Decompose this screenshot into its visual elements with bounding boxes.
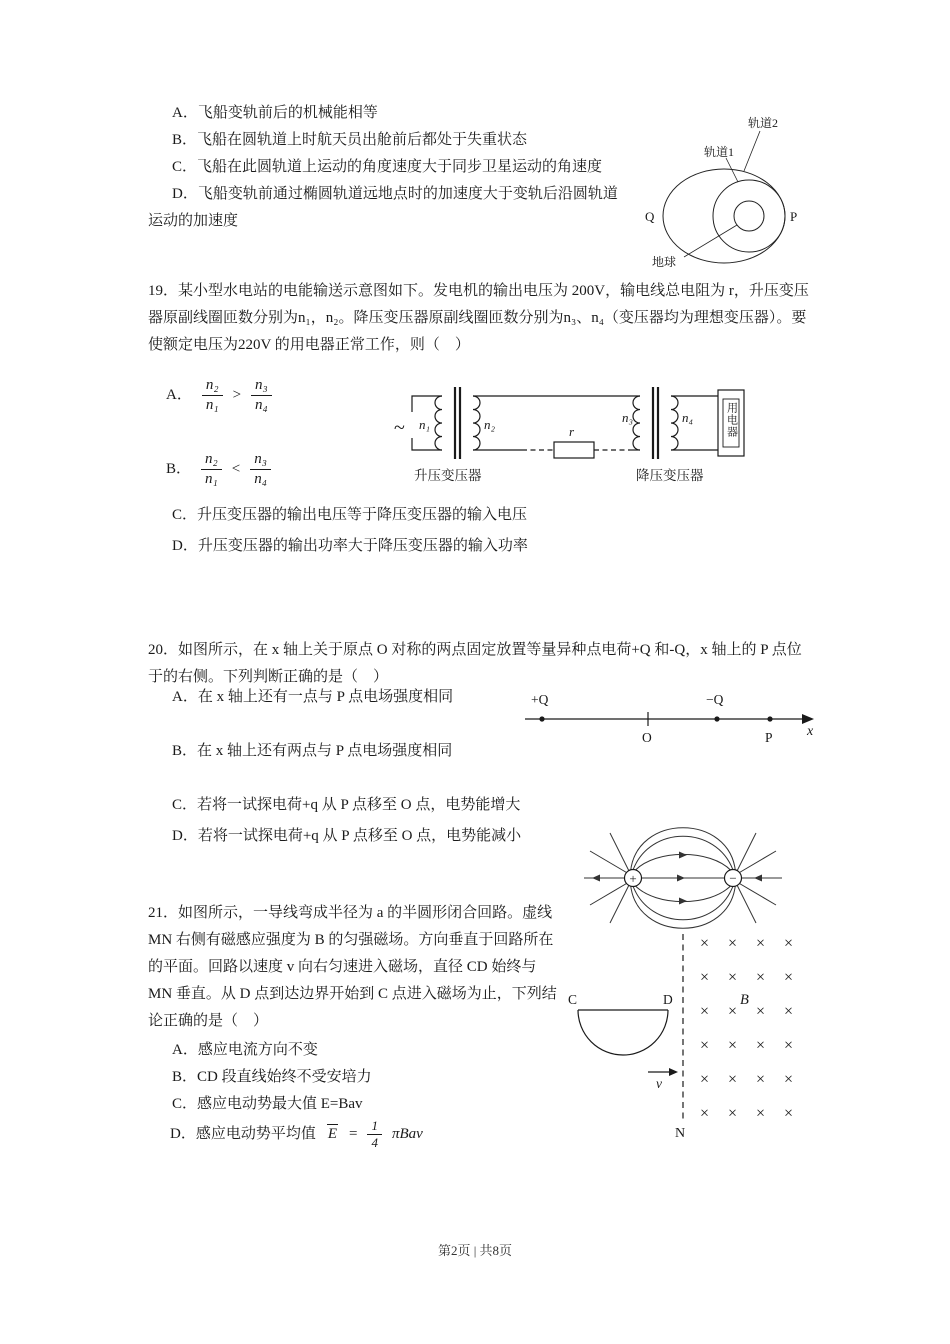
orbit-transfer-diagram	[640, 114, 812, 276]
velocity-label: v	[656, 1076, 662, 1091]
velocity-arrowhead	[669, 1068, 678, 1076]
x-axis-svg	[520, 689, 820, 747]
orbit2-leader-line	[744, 131, 760, 171]
fraction-numerator: n₃	[250, 450, 271, 470]
field-cross-icon: ×	[756, 1037, 766, 1054]
source-top-lead	[412, 396, 442, 412]
q21-option-c: C．感应电动势最大值 E=Bav	[172, 1096, 363, 1112]
loop-shapes	[578, 934, 683, 1122]
x-axis-label: x	[807, 724, 814, 739]
fraction-denominator: n₄	[254, 470, 267, 487]
q19-option-d: D．升压变压器的输出功率大于降压变压器的输入功率	[172, 538, 528, 554]
circuit-wires	[412, 387, 744, 459]
n1-label: n₁	[419, 417, 431, 432]
field-cross-icon: ×	[728, 935, 738, 952]
fraction-denominator: n₁	[205, 470, 218, 487]
field-cross-icon: ×	[756, 969, 766, 986]
field-cross-icon: ×	[700, 969, 710, 986]
q20-option-c: C．若将一试探电荷+q 从 P 点移至 O 点，电势能增大	[172, 797, 521, 813]
q21-option-d-prefix: D．感应电动势平均值	[170, 1126, 316, 1143]
q21-stem: 21．如图所示，一导线弯成半径为 a 的半圆形闭合回路。虚线 MN 右侧有磁感应强度为 B 的匀强磁场。方向垂直于回路所在的平面。回路以速度 v 向右匀速进入磁场，直径 CD 始终与 MN 垂直。从 D 点到达边界开始到 C 点进入磁场为止，下列结论正确的是（ ）	[148, 905, 557, 1029]
point-d-label: D	[663, 992, 673, 1007]
power-transmission-diagram	[386, 372, 778, 486]
field-cross-icon: ×	[728, 1037, 738, 1054]
fraction-denominator: n₄	[255, 396, 268, 413]
n2-label: n₂	[484, 417, 496, 432]
transformer-core-1	[455, 387, 460, 459]
field-cross-icon: ×	[756, 1071, 766, 1088]
primary-coil-2	[633, 396, 640, 450]
orbit-2-ellipse	[663, 169, 785, 263]
field-cross-icon: ×	[784, 1071, 794, 1088]
option-b-label: B．	[166, 460, 192, 477]
secondary-coil-1	[473, 396, 480, 450]
q20-stem: 20．如图所示，在 x 轴上关于原点 O 对称的两点固定放置等量异种点电荷+Q 和-Q，x 轴上的 P 点位于的右侧。下列判断正确的是（ ）	[148, 642, 802, 685]
field-cross-icon: ×	[700, 1071, 710, 1088]
field-cross-icon: ×	[784, 1105, 794, 1122]
load-device-label: 用电器	[725, 402, 738, 438]
plus-q-dot	[539, 716, 544, 721]
plus-q-label: +Q	[531, 692, 549, 707]
q18-option-d: D．飞船变轨前通过椭圆轨道远地点时的加速度大于变轨后沿圆轨道运动的加速度	[148, 186, 618, 229]
stepdown-transformer-label: 降压变压器	[636, 468, 704, 483]
field-cross-icon: ×	[784, 969, 794, 986]
greater-than-sign: >	[232, 386, 242, 403]
fraction-denominator: n₁	[205, 396, 219, 413]
fraction-numerator: n₂	[202, 376, 223, 396]
secondary-coil-2	[671, 396, 678, 450]
minus-sign: −	[729, 870, 737, 886]
q18-option-a: A．飞船变轨前后的机械能相等	[172, 105, 378, 121]
earth-circle	[734, 201, 764, 231]
orbit1-label: 轨道1	[704, 145, 735, 159]
point-n-label: N	[675, 1126, 686, 1140]
question-18	[148, 100, 812, 282]
orbit2-label: 轨道2	[748, 116, 779, 130]
field-cross-icon: ×	[728, 1003, 738, 1020]
earth-leader-line	[684, 225, 737, 257]
pi-bav-term: πBav	[391, 1126, 423, 1143]
fraction-n2-over-n1	[202, 376, 223, 415]
fraction-one-quarter	[367, 1118, 382, 1152]
minus-q-dot	[714, 716, 719, 721]
fraction-n3-over-n4	[250, 450, 271, 489]
fraction-n2-over-n1	[201, 450, 222, 489]
field-cross-icon: ×	[700, 1105, 710, 1122]
charge-axis-diagram	[520, 689, 820, 747]
transformer-circuit-svg	[386, 372, 778, 486]
less-than-sign: <	[231, 460, 241, 477]
point-p-label: P	[790, 209, 798, 224]
field-cross-grid	[700, 935, 793, 1122]
line-resistor-box	[554, 442, 594, 458]
q20-option-a: A．在 x 轴上还有一点与 P 点电场强度相同	[172, 689, 454, 705]
origin-label: O	[642, 730, 652, 745]
semicircle-loop-diagram	[568, 930, 818, 1140]
field-cross-icon: ×	[728, 1071, 738, 1088]
q20-option-d: D．若将一试探电荷+q 从 P 点移至 O 点，电势能减小	[172, 828, 522, 844]
fraction-n3-over-n4	[251, 376, 272, 415]
field-cross-icon: ×	[756, 1105, 766, 1122]
primary-coil-1	[435, 396, 442, 450]
magnetic-field-svg	[568, 930, 818, 1140]
field-cross-icon: ×	[784, 1037, 794, 1054]
q18-option-b: B．飞船在圆轨道上时航天员出舱前后都处于失重状态	[172, 132, 528, 148]
emf-average-symbol: E	[327, 1126, 338, 1143]
fraction-numerator: n₃	[251, 376, 272, 396]
orbit-1-circle	[713, 180, 785, 252]
stepup-transformer-label: 升压变压器	[414, 468, 482, 483]
q20-option-b: B．在 x 轴上还有两点与 P 点电场强度相同	[172, 743, 453, 759]
field-b-label: B	[740, 992, 749, 1008]
field-cross-icon: ×	[728, 1105, 738, 1122]
q19-option-a	[166, 376, 272, 415]
equals-sign: =	[349, 1126, 358, 1143]
n3-label: n₃	[622, 410, 634, 425]
earth-label: 地球	[652, 255, 677, 269]
fraction-numerator: 1	[367, 1118, 382, 1135]
page-number-footer: 第2页 | 共8页	[437, 1243, 513, 1258]
plus-sign: +	[629, 871, 637, 886]
fraction-denominator: 4	[371, 1135, 378, 1151]
fraction-numerator: n₂	[201, 450, 222, 470]
field-cross-icon: ×	[700, 935, 710, 952]
field-cross-icon: ×	[728, 969, 738, 986]
p-label: P	[765, 730, 773, 745]
point-c-label: C	[568, 992, 578, 1007]
q19-option-b	[166, 450, 271, 489]
field-cross-icon: ×	[784, 935, 794, 952]
option-a-label: A．	[166, 386, 192, 403]
q21-option-a: A．感应电流方向不变	[172, 1042, 318, 1058]
point-p-dot	[767, 716, 772, 721]
field-cross-icon: ×	[700, 1037, 710, 1054]
q21-option-b: B．CD 段直线始终不受安培力	[172, 1069, 372, 1085]
semicircle-arc	[578, 1010, 668, 1055]
q18-option-c: C．飞船在此圆轨道上运动的角度速度大于同步卫星运动的角速度	[172, 159, 603, 175]
q21-option-d	[170, 1118, 423, 1152]
field-cross-icon: ×	[756, 1003, 766, 1020]
point-q-label: Q	[645, 209, 655, 224]
axis-shapes	[525, 712, 802, 726]
n4-label: n₄	[682, 410, 694, 425]
question-19	[148, 278, 812, 588]
question-21	[148, 900, 812, 1240]
axis-arrowhead	[802, 714, 814, 724]
transformer-core-2	[653, 387, 658, 459]
ac-source-symbol: ~	[394, 417, 405, 439]
resistance-r-label: r	[569, 424, 575, 439]
minus-q-label: −Q	[706, 692, 724, 707]
q19-stem: 19．某小型水电站的电能输送示意图如下。发电机的输出电压为 200V，输电线总电阻为 r，升压变压器原副线圈匝数分别为n₁，n₂。降压变压器原副线圈匝数分别为n₃、n₄（变压器均为理想变压器）。要使额定电压为220V 的用电器正常工作，则（ ）	[148, 283, 809, 353]
q19-option-c: C．升压变压器的输出电压等于降压变压器的输入电压	[172, 507, 528, 523]
field-cross-icon: ×	[784, 1003, 794, 1020]
field-cross-icon: ×	[700, 1003, 710, 1020]
field-cross-icon: ×	[756, 935, 766, 952]
